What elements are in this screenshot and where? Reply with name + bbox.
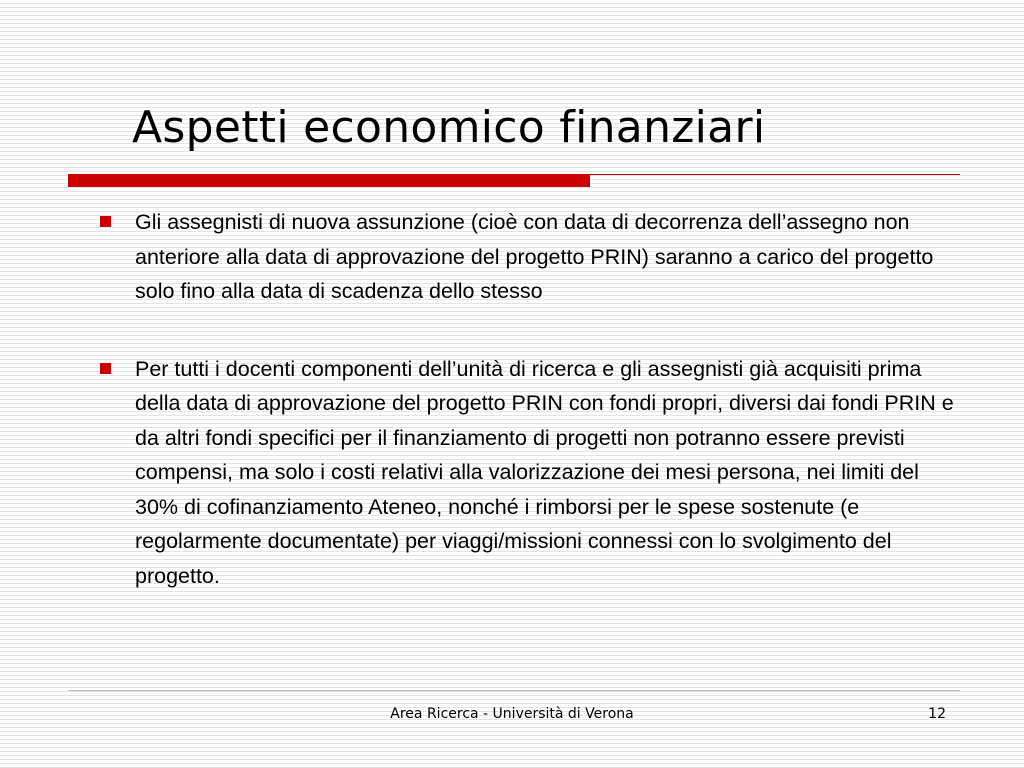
- bullet-item: [98, 352, 958, 594]
- footer-divider: [68, 690, 960, 691]
- title-underline-bar: [68, 175, 590, 187]
- bullet-text: Gli assegnisti di nuova assunzione (cioè con data di decorrenza dell’assegno non anteriore alla data di approvazione del progetto PRIN) saranno a carico del progetto solo fino alla data di scadenza dello stesso: [135, 210, 934, 303]
- bullet-list: [98, 205, 958, 593]
- page-number: 12: [928, 706, 946, 722]
- title-underline: [68, 174, 960, 188]
- bullet-item: [98, 205, 958, 309]
- slide-title: Aspetti economico finanziari: [132, 102, 766, 153]
- square-bullet-icon: [100, 216, 111, 227]
- square-bullet-icon: [100, 363, 111, 374]
- footer-text: Area Ricerca - Università di Verona: [390, 706, 634, 722]
- bullet-text: Per tutti i docenti componenti dell’unità di ricerca e gli assegnisti già acquisiti prima della data di approvazione del progetto PRIN con fondi propri, diversi dai fondi PRIN e da altri fondi specifici per il finanziamento di progetti non potranno essere previsti compensi, ma solo i costi relativi alla valorizzazione dei mesi persona, nei limiti del 30% di cofinanziamento Ateneo, nonché i rimborsi per le spese sostenute (e regolarmente documentate) per viaggi/missioni connessi con lo svolgimento del progetto.: [135, 356, 954, 588]
